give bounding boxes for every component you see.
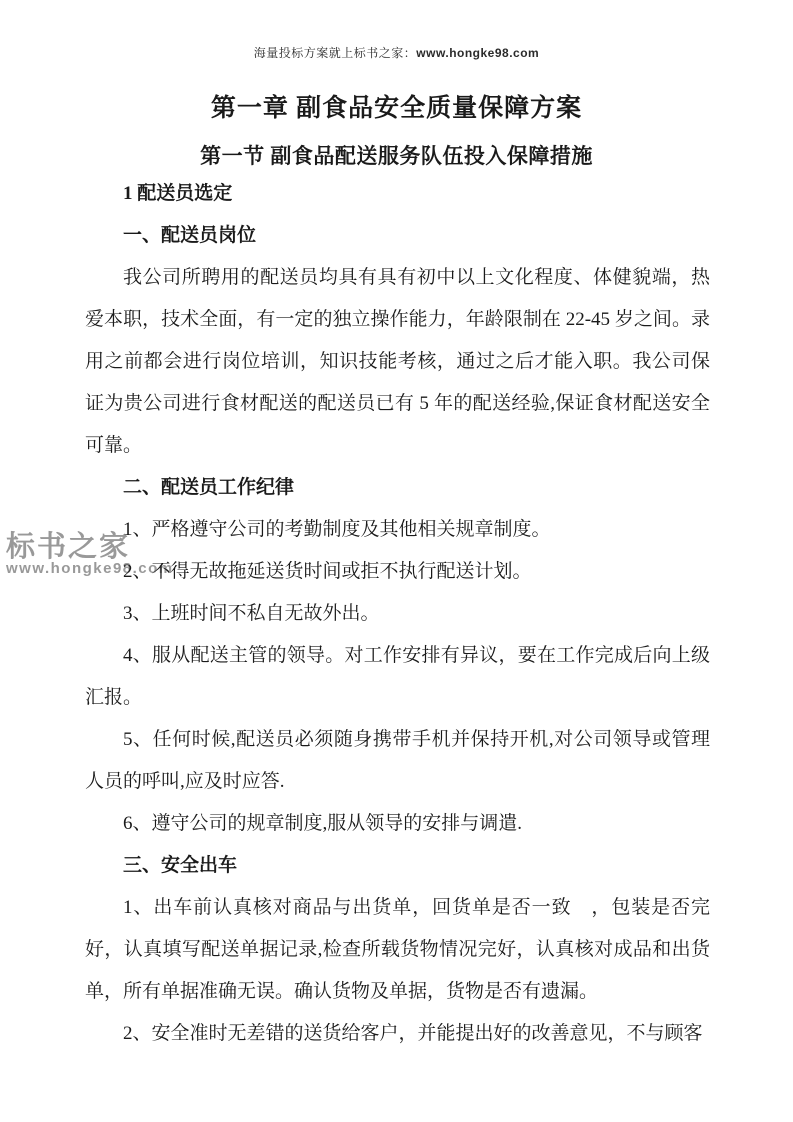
discipline-item-5: 5、任何时候,配送员必须随身携带手机并保持开机,对公司领导或管理人员的呼叫,应及时应答. xyxy=(85,729,710,792)
safe-driving-item-2: 2、安全准时无差错的送货给客户，并能提出好的改善意见，不与顾客 xyxy=(123,1023,703,1044)
heading-safe-driving: 三、安全出车 xyxy=(123,855,238,876)
watermark-url: www.hongke98.com xyxy=(6,560,174,577)
paragraph-deliveryman-post: 我公司所聘用的配送员均具有具有初中以上文化程度、体健貌端，热爱本职，技术全面，有一定的独立操作能力，年龄限制在 22-45 岁之间。录用之前都会进行岗位培训，知识技能考核，通过之后才能入职。我公司保证为贵公司进行食材配送的配送员已有 5 年的配送经验,保证食材配送安全可靠。 xyxy=(85,267,710,456)
discipline-item-1: 1、严格遵守公司的考勤制度及其他相关规章制度。 xyxy=(123,519,551,540)
header-slogan: 海量投标方案就上标书之家： xyxy=(253,46,417,60)
watermark-logo-text: 标书之家 xyxy=(6,531,131,563)
heading-deliveryman-post: 一、配送员岗位 xyxy=(123,225,257,246)
page-header xyxy=(0,0,793,61)
section-title: 第一节 副食品配送服务队伍投入保障措施 xyxy=(200,144,593,168)
chapter-title: 第一章 副食品安全质量保障方案 xyxy=(210,95,583,122)
safe-driving-item-1: 1、出车前认真核对商品与出货单，回货单是否一致 ，包装是否完好，认真填写配送单据记录,检查所载货物情况完好，认真核对成品和出货单，所有单据准确无误。确认货物及单据，货物是否有遗漏。 xyxy=(85,897,710,1002)
document-body xyxy=(85,173,710,1055)
header-url: www.hongke98.com xyxy=(416,46,540,60)
discipline-item-4: 4、服从配送主管的领导。对工作安排有异议，要在工作完成后向上级汇报。 xyxy=(85,645,710,708)
discipline-item-2: 2、不得无故拖延送货时间或拒不执行配送计划。 xyxy=(123,561,532,582)
discipline-item-6: 6、遵守公司的规章制度,服从领导的安排与调遣. xyxy=(123,813,523,834)
discipline-item-3: 3、上班时间不私自无故外出。 xyxy=(123,603,380,624)
heading-work-discipline: 二、配送员工作纪律 xyxy=(123,477,295,498)
heading-deliveryman-selection: 1 配送员选定 xyxy=(123,183,233,204)
